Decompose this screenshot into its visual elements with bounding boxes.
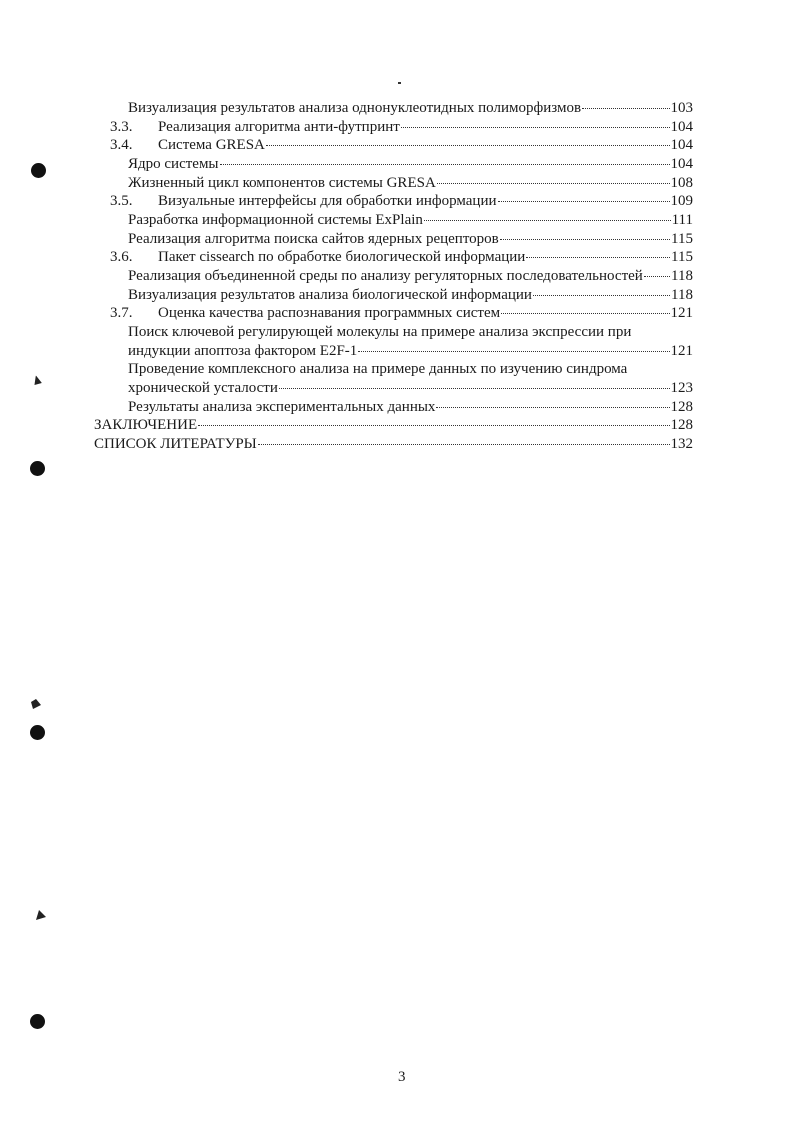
toc-entry <box>94 435 693 454</box>
toc-page-number: 109 <box>670 193 693 209</box>
toc-entry <box>128 99 693 118</box>
toc-entry <box>128 230 693 249</box>
toc-entry <box>110 192 693 211</box>
toc-entry <box>110 248 693 267</box>
dot-leader <box>358 351 669 352</box>
toc-entry-line <box>128 360 627 379</box>
toc-entry <box>128 398 693 417</box>
toc-entry-title: хронической усталости <box>128 380 278 396</box>
toc-entry-line <box>128 323 631 342</box>
toc-section-number: 3.7. <box>110 305 133 321</box>
toc-entry <box>110 304 693 323</box>
toc-section-number: 3.6. <box>110 249 133 265</box>
toc-section-number: 3.3. <box>110 119 133 135</box>
dot-leader <box>498 201 670 202</box>
toc-entry-title: Жизненный цикл компонентов системы GRESA <box>128 175 436 191</box>
toc-entry-title: Реализация алгоритма анти-футпринт <box>158 119 400 135</box>
toc-page-number: 118 <box>671 287 693 303</box>
toc-entry-title: индукции апоптоза фактором E2F-1 <box>128 343 358 359</box>
dot-leader <box>198 425 669 426</box>
toc-entry-title: Визуальные интерфейсы для обработки информации <box>158 193 497 209</box>
dot-leader <box>582 108 669 109</box>
dot-leader <box>437 183 670 184</box>
toc-page-number: 132 <box>670 436 693 452</box>
toc-entry-title: Система GRESA <box>158 137 265 153</box>
toc-page-number: 104 <box>670 137 693 153</box>
toc-entry <box>128 379 693 398</box>
punch-hole <box>30 725 45 740</box>
toc-page-number: 108 <box>670 175 693 191</box>
toc-entry <box>128 342 693 361</box>
toc-page-number: 111 <box>671 212 693 228</box>
toc-entry-title: Разработка информационной системы ExPlain <box>128 212 423 228</box>
dot-leader <box>266 145 670 146</box>
toc-page-number: 121 <box>670 343 693 359</box>
toc-page-number: 115 <box>671 231 693 247</box>
toc-entry <box>110 118 693 137</box>
toc-page-number: 128 <box>670 417 693 433</box>
toc-page-number: 123 <box>670 380 693 396</box>
toc-entry-title: Оценка качества распознавания программных систем <box>158 305 501 321</box>
toc-entry-title: ЗАКЛЮЧЕНИЕ <box>94 417 198 433</box>
punch-hole <box>30 461 45 476</box>
dot-leader <box>279 388 670 389</box>
toc-page-number: 104 <box>670 156 693 172</box>
toc-entry-title: Визуализация результатов анализа однонуклеотидных полиморфизмов <box>128 100 582 116</box>
scan-mark <box>31 375 43 387</box>
toc-entry <box>128 211 693 230</box>
dot-leader <box>533 295 670 296</box>
page-number: 3 <box>398 1069 406 1085</box>
toc-page-number: 115 <box>671 249 693 265</box>
dot-leader <box>401 127 670 128</box>
toc-entry-title: Результаты анализа экспериментальных данных <box>128 399 436 415</box>
toc-entry-title: Реализация объединенной среды по анализу регуляторных последовательностей <box>128 268 643 284</box>
ink-speck <box>398 82 401 84</box>
toc-entry <box>94 416 693 435</box>
toc-entry-title: Пакет cissearch по обработке биологической информации <box>158 249 526 265</box>
toc-entry-title: СПИСОК ЛИТЕРАТУРЫ <box>94 436 257 452</box>
toc-entry-title: Визуализация результатов анализа биологической информации <box>128 287 532 303</box>
dot-leader <box>424 220 671 221</box>
toc-page-number: 104 <box>670 119 693 135</box>
dot-leader <box>501 313 669 314</box>
toc-entry <box>128 267 693 286</box>
toc-entry-title: Поиск ключевой регулирующей молекулы на примере анализа экспрессии при <box>128 324 632 340</box>
toc-page-number: 121 <box>670 305 693 321</box>
dot-leader <box>500 239 670 240</box>
toc-entry <box>110 136 693 155</box>
punch-hole <box>31 163 46 178</box>
toc-page-number: 128 <box>670 399 693 415</box>
dot-leader <box>220 164 670 165</box>
toc-entry <box>128 174 693 193</box>
scan-mark <box>31 699 41 709</box>
toc-entry-title: Проведение комплексного анализа на примере данных по изучению синдрома <box>128 361 628 377</box>
toc-page-number: 103 <box>670 100 693 116</box>
toc-page-number: 118 <box>671 268 693 284</box>
toc-entry <box>128 286 693 305</box>
toc-entry <box>128 155 693 174</box>
dot-leader <box>644 276 670 277</box>
toc-section-number: 3.4. <box>110 137 133 153</box>
dot-leader <box>258 444 670 445</box>
toc-section-number: 3.5. <box>110 193 133 209</box>
dot-leader <box>436 407 669 408</box>
toc-entry-title: Реализация алгоритма поиска сайтов ядерных рецепторов <box>128 231 499 247</box>
scan-mark <box>36 910 46 920</box>
punch-hole <box>30 1014 45 1029</box>
dot-leader <box>526 257 670 258</box>
toc-entry-title: Ядро системы <box>128 156 219 172</box>
